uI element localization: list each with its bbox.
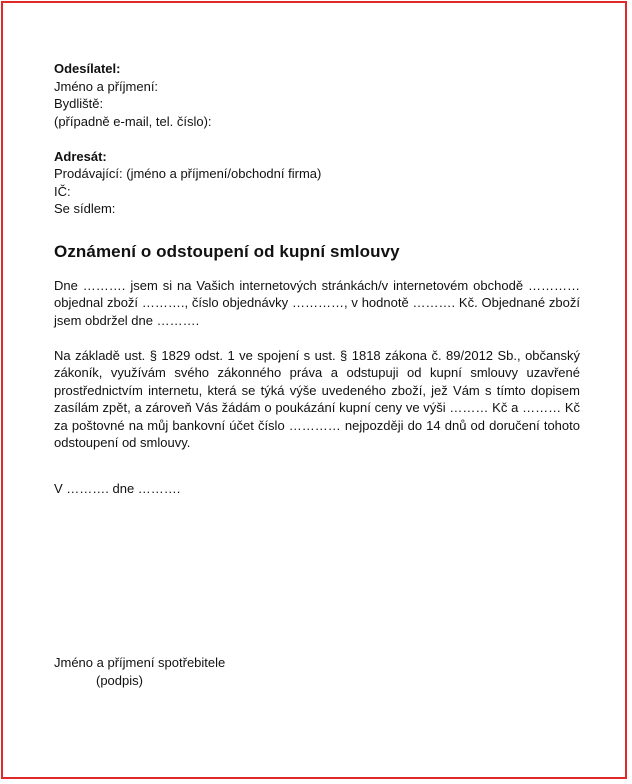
paragraph-order: Dne ………. jsem si na Vašich internetových stránkách/v internetovém obchodě ………… objednal zboží ………., číslo objednávky …………, v hodnotě ………. Kč. Objednané zboží jsem obdržel dne ………. — [54, 277, 580, 328]
sender-address-line: Bydliště: — [54, 96, 104, 111]
sender-heading: Odesílatel: — [54, 61, 121, 76]
paragraph-withdrawal: Na základě ust. § 1829 odst. 1 ve spojení s ust. § 1818 zákona č. 89/2012 Sb., občanský zákoník, využívám svého zákonného práva a odstupuji od kupní smlouvy uzavřené prostřednictvím internetu, která se týká výše uvedeného zboží, jež Vám s tímto dopisem zasílám zpět, a zároveň Vás žádám o poukázání kupní ceny ve výši ……… Kč a ……… Kč za poštovné na můj bankovní účet číslo ………… nejpozději do 14 dnů od doručení tohoto odstoupení od smlouvy. — [54, 347, 580, 450]
signature-name: Jméno a příjmení spotřebitele — [54, 655, 226, 670]
sender-block — [54, 60, 580, 130]
recipient-seat-line: Se sídlem: — [54, 201, 116, 216]
recipient-seller-line: Prodávající: (jméno a příjmení/obchodní firma) — [54, 166, 322, 181]
signature-label: (podpis) — [96, 672, 143, 688]
recipient-heading: Adresát: — [54, 148, 107, 164]
recipient-block — [54, 148, 580, 218]
letter-body — [54, 60, 580, 497]
signature-block — [54, 654, 225, 689]
sender-name-line: Jméno a příjmení: — [54, 78, 159, 94]
place-date-line: V ………. dne ………. — [54, 480, 181, 496]
recipient-ico-line: IČ: — [54, 183, 71, 199]
document-title: Oznámení o odstoupení od kupní smlouvy — [54, 241, 400, 261]
sender-contact-line: (případně e-mail, tel. číslo): — [54, 113, 212, 129]
